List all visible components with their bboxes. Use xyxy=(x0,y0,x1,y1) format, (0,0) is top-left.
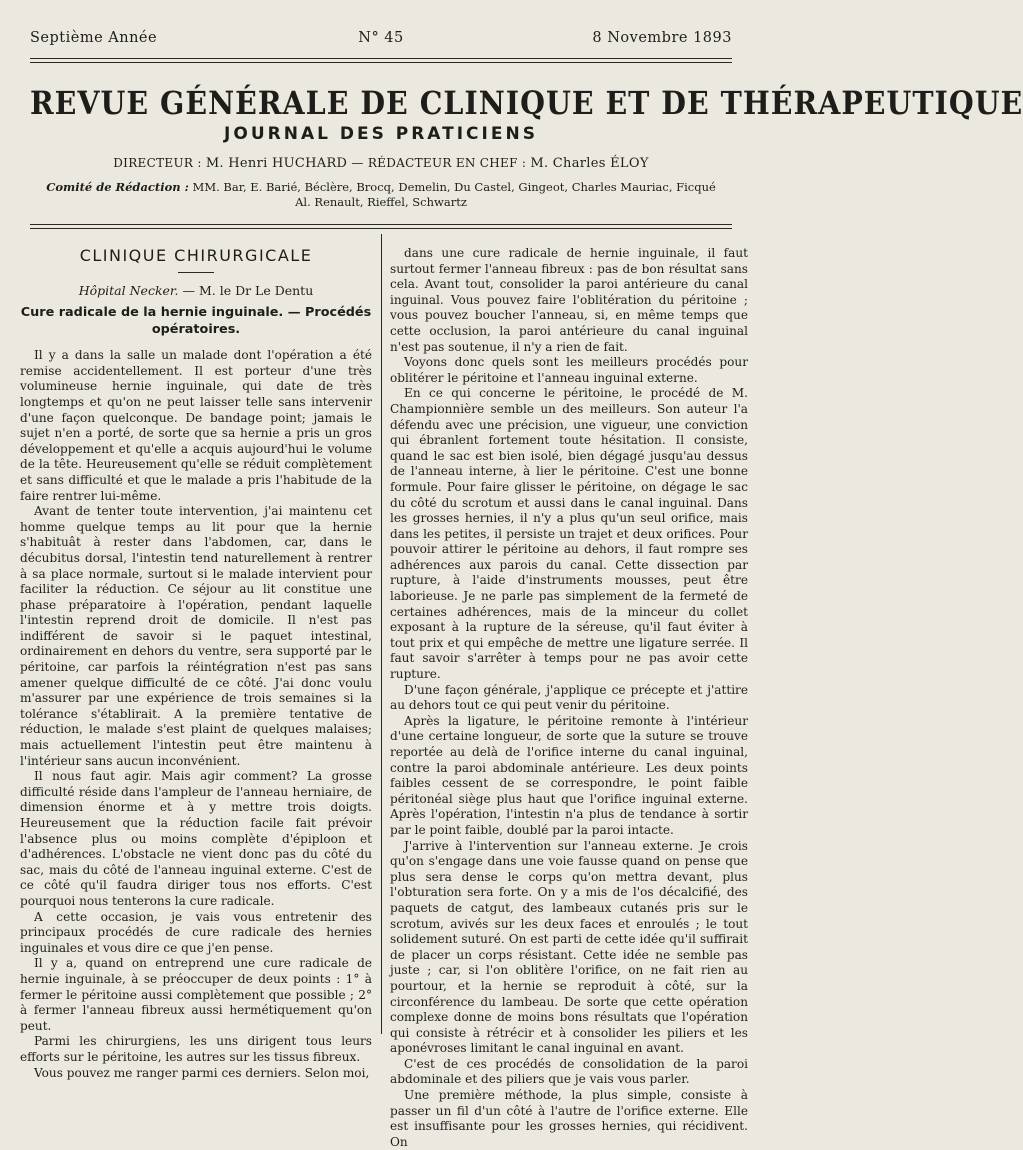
paragraph: Il y a, quand on entreprend une cure radicale de hernie inguinale, à se préoccuper de deux points : 1° à fermer le péritoine aussi complètement que possible ; 2° à fermer l'anneau fibreux aussi hermétiquement qu'on peut. xyxy=(20,956,372,1033)
masthead xyxy=(30,84,1023,210)
article-byline xyxy=(20,283,372,299)
column-divider xyxy=(381,234,382,1034)
paragraph: Après la ligature, le péritoine remonte à l'intérieur d'une certaine longueur, de sorte que la suture se trouve reportée au delà de l'orifice interne du canal inguinal, contre la paroi abdominale antérieure. Les deux points faibles cessent de se correspondre, le point faible péritonéal siège plus haut que l'orifice inguinal externe. Après l'opération, l'intestin n'a plus de tendance à sortir par le point faible, doublé par la paroi intacte. xyxy=(390,713,748,837)
journal-title: REVUE GÉNÉRALE DE CLINIQUE ET DE THÉRAPEUTIQUE xyxy=(30,84,1023,123)
paragraph: dans une cure radicale de hernie inguinale, il faut surtout fermer l'anneau fibreux : pas de bon résultat sans cela. Avant tout, consolider la paroi antérieure du canal inguinal. Vous pouvez faire l'oblitération du péritoine ; vous pouvez boucher l'anneau, si, en même temps que cette occlusion, la paroi antérieure du canal inguinal n'est pas soutenue, il n'y a rien de fait. xyxy=(390,246,748,354)
committee-label: Comité de Rédaction : xyxy=(46,180,189,194)
paragraph: C'est de ces procédés de consolidation de la paroi abdominale et des piliers que je vais vous parler. xyxy=(390,1056,748,1087)
paragraph: Il y a dans la salle un malade dont l'opération a été remise accidentellement. Il est porteur d'une très volumineuse hernie inguinale, qui date de très longtemps et qu'on ne peut laisser telle sans intervenir d'une façon quelconque. De bandage point; jamais le sujet n'en a porté, de sorte que sa hernie a pris un gros développement et qu'elle a acquis aujourd'hui le volume de la tête. Heureusement qu'elle se réduit complètement et sans difficulté et que le malade a pris l'habitude de la faire rentrer lui-même. xyxy=(20,348,372,503)
left-text-body xyxy=(20,348,372,1081)
journal-subtitle: JOURNAL DES PRATICIENS xyxy=(224,124,538,144)
year-label: Septième Année xyxy=(30,30,158,46)
issue-number: N° 45 xyxy=(358,30,404,46)
masthead-rule-double xyxy=(30,228,732,229)
editors-line xyxy=(30,156,732,171)
masthead-rule xyxy=(30,224,732,225)
article-subject: Cure radicale de la hernie inguinale. — Procédés opératoires. xyxy=(20,305,372,338)
header-rule-double xyxy=(30,62,732,63)
section-rule xyxy=(178,272,214,273)
paragraph: Vous pouvez me ranger parmi ces derniers. Selon moi, xyxy=(34,1065,370,1080)
author-name: — M. le Dr Le Dentu xyxy=(182,282,314,298)
right-text-body xyxy=(390,246,748,1150)
committee xyxy=(30,180,732,210)
paragraph: A cette occasion, je vais vous entretenir des principaux procédés de cure radicale des hernies inguinales et vous dire ce que j'en pense. xyxy=(20,909,372,955)
section-heading: CLINIQUE CHIRURGICALE xyxy=(79,246,313,265)
hospital-name: Hôpital Necker. xyxy=(78,282,179,298)
paragraph: Parmi les chirurgiens, les uns dirigent tous leurs efforts sur le péritoine, les autres sur les tissus fibreux. xyxy=(20,1034,372,1064)
right-column xyxy=(390,246,748,1150)
redacteur-label: RÉDACTEUR EN CHEF : xyxy=(367,156,527,170)
editors-separator: — xyxy=(351,156,364,170)
running-header xyxy=(30,30,732,50)
directeur-label: DIRECTEUR : xyxy=(113,156,202,170)
left-column xyxy=(20,240,372,1081)
paragraph: Il nous faut agir. Mais agir comment? La grosse difficulté réside dans l'ampleur de l'anneau herniaire, de dimension énorme et à y mettre trois doigts. Heureusement que la réduction facile fait prévoir l'absence plus ou moins complète d'épiploon et d'adhérences. L'obstacle ne vient donc pas du côté du sac, mais du côté de l'anneau inguinal externe. C'est de ce côté qu'il faudra diriger tous nos efforts. C'est pourquoi nous tenterons la cure radicale. xyxy=(20,769,372,908)
paragraph: D'une façon générale, j'applique ce précepte et j'attire au dehors tout ce qui peut venir du péritoine. xyxy=(390,682,748,713)
redacteur-name: M. Charles ÉLOY xyxy=(530,156,649,171)
paragraph: J'arrive à l'intervention sur l'anneau externe. Je crois qu'on s'engage dans une voie fausse quand on pense que plus sera dense le corps qu'on mettra devant, plus l'obturation sera forte. On y a mis de l'os décalcifié, des paquets de catgut, des lambeaux cutanés pris sur le scrotum, avivés sur les deux faces et enroulés ; le tout solidement suturé. On est parti de cette idée qu'il suffirait de placer un corps résistant. Cette idée ne semble pas juste ; car, si l'on oblitère l'orifice, on ne fait rien au pourtour, et la hernie se reproduit à côté, sur la circonférence du lambeau. De sorte que cette opération complexe donne de moins bons résultats que l'opération qui consiste à rétrécir et à consolider les piliers et les aponévroses limitant le canal inguinal en avant. xyxy=(390,838,748,1056)
committee-line-2: Al. Renault, Rieffel, Schwartz xyxy=(295,195,467,209)
paragraph: Avant de tenter toute intervention, j'ai maintenu cet homme quelque temps au lit pour que la hernie s'habituât à rester dans l'abdomen, car, dans le décubitus dorsal, l'intestin tend naturellement à rentrer à sa place normale, surtout si le malade intervient pour faciliter la réduction. Ce séjour au lit constitue une phase préparatoire à l'opération, pendant laquelle l'intestin reprend droit de domicile. Il n'est pas indifférent de savoir si le paquet intestinal, ordinairement en dehors du ventre, sera supporté par le péritoine, car parfois la réintégration n'est pas sans amener quelque difficulté de ce côté. J'ai donc voulu m'assurer par une expérience de trois semaines si la tolérance s'établirait. A la première tentative de réduction, le malade s'est plaint de quelques malaises; mais actuellement l'intestin peut être maintenu à l'intérieur sans aucun inconvénient. xyxy=(20,504,372,768)
issue-date: 8 Novembre 1893 xyxy=(592,30,732,46)
header-rule xyxy=(30,58,732,59)
directeur-name: M. Henri HUCHARD xyxy=(205,156,348,171)
paragraph: Une première méthode, la plus simple, consiste à passer un fil d'un côté à l'autre de l'orifice externe. Elle est insuffisante pour les grosses hernies, qui récidivent. On xyxy=(390,1088,748,1149)
paragraph: En ce qui concerne le péritoine, le procédé de M. Championnière semble un des meilleurs. Son auteur l'a défendu avec une précision, une vigueur, une conviction qui ébranlent fortement toute hésitation. Il consiste, quand le sac est bien isolé, bien dégagé jusqu'au dessus de l'anneau interne, à lier le péritoine. C'est une bonne formule. Pour faire glisser le péritoine, on dégage le sac du côté du scrotum et aussi dans le canal inguinal. Dans les grosses hernies, il n'y a plus qu'un seul orifice, mais dans les petites, il persiste un trajet et deux orifices. Pour pouvoir attirer le péritoine au dehors, il faut rompre ses adhérences aux parois du canal. Cette dissection par rupture, à l'aide d'instruments mousses, peut être laborieuse. Je ne parle pas simplement de la fermeté de certaines adhérences, mais de la minceur du collet exposant à la rupture de la séreuse, qu'il faut éviter à tout prix et qui empêche de mettre une ligature serrée. Il faut savoir s'arrêter à temps pour ne pas avoir cette rupture. xyxy=(390,386,748,682)
committee-line-1: MM. Bar, E. Barié, Béclère, Brocq, Demelin, Du Castel, Gingeot, Charles Mauriac, Ficqué xyxy=(192,180,716,194)
paragraph: Voyons donc quels sont les meilleurs procédés pour oblitérer le péritoine et l'anneau inguinal externe. xyxy=(390,355,748,385)
